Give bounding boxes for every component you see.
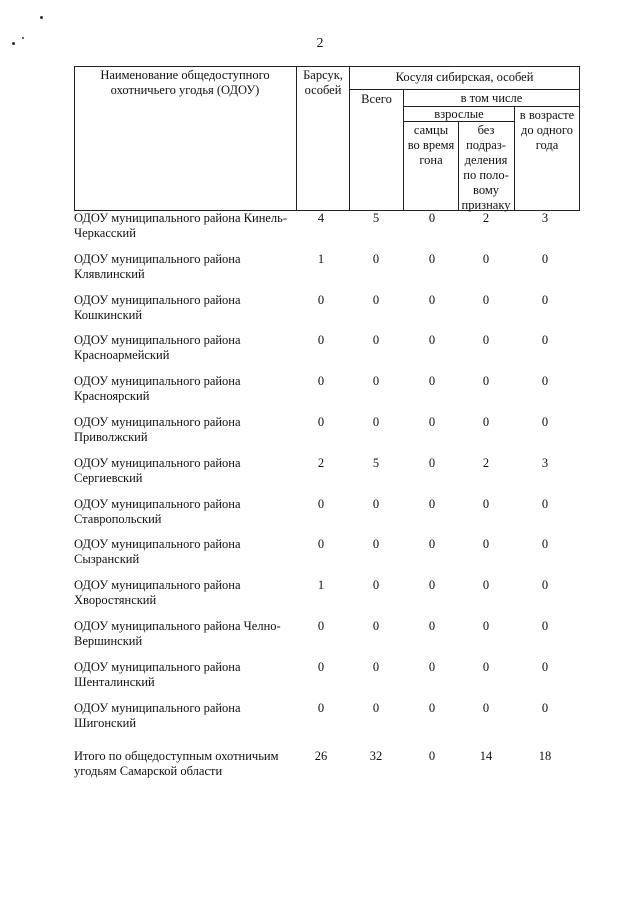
header-ground-name: Наименование общедоступного охотничьего угодья (ОДОУ) (100, 68, 270, 97)
males-rut-cell: 0 (428, 414, 436, 429)
badger-cell: 0 (317, 496, 325, 511)
roe-total-cell: 0 (372, 333, 380, 348)
header-males-rut: самцы во время гона (407, 123, 455, 167)
under-one-year-cell: 0 (541, 374, 549, 389)
under-one-year-cell: 0 (541, 251, 549, 266)
no-sex-division-cell: 0 (482, 251, 490, 266)
roe-grand-total-cell: 32 (369, 749, 383, 764)
under-one-year-cell: 0 (541, 700, 549, 715)
total-label-cell: Итого по общедоступным охотничьим угодьям Самарской области (74, 749, 279, 779)
badger-cell: 4 (317, 211, 325, 225)
ground-name-cell: ОДОУ муниципального района Сызранский (74, 537, 241, 567)
header-no-sex-division: без подраз-деления по поло-вому признаку (461, 123, 511, 212)
table-row (74, 537, 574, 578)
no-sex-division-cell: 0 (482, 578, 490, 593)
header-roe-deer: Косуля сибирская, особей (395, 70, 534, 84)
under-one-year-total-cell: 18 (538, 749, 552, 764)
ground-name-cell: ОДОУ муниципального района Красноармейский (74, 333, 241, 363)
roe-total-cell: 0 (372, 578, 380, 593)
header-badger: Барсук, особей (303, 68, 343, 97)
roe-total-cell: 0 (372, 659, 380, 674)
table-row (74, 660, 574, 701)
males-rut-cell: 0 (428, 292, 436, 307)
under-one-year-cell: 0 (541, 292, 549, 307)
no-sex-division-cell: 0 (482, 618, 490, 633)
ground-name-cell: ОДОУ муниципального района Челно-Вершинский (74, 618, 281, 648)
ground-name-cell: ОДОУ муниципального района Кошкинский (74, 292, 241, 322)
table-row (74, 333, 574, 374)
males-rut-total-cell: 0 (428, 749, 436, 764)
table-row (74, 619, 574, 660)
no-sex-division-cell: 0 (482, 700, 490, 715)
males-rut-cell: 0 (428, 251, 436, 266)
under-one-year-cell: 0 (541, 414, 549, 429)
table-row (74, 211, 574, 252)
badger-cell: 0 (317, 292, 325, 307)
badger-cell: 0 (317, 537, 325, 552)
roe-total-cell: 0 (372, 496, 380, 511)
badger-cell: 0 (317, 700, 325, 715)
males-rut-cell: 0 (428, 578, 436, 593)
males-rut-cell: 0 (428, 211, 436, 225)
ground-name-cell: ОДОУ муниципального района Шенталинский (74, 659, 241, 689)
under-one-year-cell: 0 (541, 496, 549, 511)
ground-name-cell: ОДОУ муниципального района Приволжский (74, 414, 241, 444)
badger-cell: 0 (317, 618, 325, 633)
header-right-border (579, 66, 580, 211)
header-including: в том числе (460, 91, 523, 105)
no-sex-division-cell: 0 (482, 292, 490, 307)
males-rut-cell: 0 (428, 333, 436, 348)
header-divider (458, 121, 459, 211)
males-rut-cell: 0 (428, 700, 436, 715)
under-one-year-cell: 0 (541, 333, 549, 348)
no-sex-division-cell: 0 (482, 496, 490, 511)
ground-name-cell: ОДОУ муниципального района Шигонский (74, 700, 241, 730)
ground-name-cell: ОДОУ муниципального района Кинель-Черкасский (74, 211, 288, 240)
table-row (74, 374, 574, 415)
no-sex-division-cell: 2 (482, 455, 490, 470)
ground-name-cell: ОДОУ муниципального района Сергиевский (74, 455, 241, 485)
badger-cell: 0 (317, 333, 325, 348)
page-number: 2 (316, 36, 324, 51)
table-row (74, 415, 574, 456)
ground-name-cell: ОДОУ муниципального района Ставропольский (74, 496, 241, 526)
roe-total-cell: 0 (372, 700, 380, 715)
males-rut-cell: 0 (428, 455, 436, 470)
under-one-year-cell: 0 (541, 537, 549, 552)
roe-total-cell: 0 (372, 414, 380, 429)
no-sex-division-total-cell: 14 (479, 749, 493, 764)
table-row (74, 497, 574, 538)
table-row (74, 293, 574, 334)
under-one-year-cell: 0 (541, 618, 549, 633)
table-row (74, 578, 574, 619)
header-left-border (74, 66, 75, 211)
no-sex-division-cell: 0 (482, 414, 490, 429)
males-rut-cell: 0 (428, 374, 436, 389)
roe-total-cell: 0 (372, 537, 380, 552)
header-divider (349, 89, 580, 90)
under-one-year-cell: 3 (541, 211, 549, 225)
badger-cell: 1 (317, 251, 325, 266)
header-under-one-year: в возрасте до одного года (519, 108, 575, 152)
under-one-year-cell: 0 (541, 578, 549, 593)
under-one-year-cell: 0 (541, 659, 549, 674)
table-body (74, 211, 574, 790)
table-row (74, 701, 574, 742)
males-rut-cell: 0 (428, 537, 436, 552)
roe-total-cell: 0 (372, 251, 380, 266)
under-one-year-cell: 3 (541, 455, 549, 470)
table-row (74, 456, 574, 497)
badger-cell: 0 (317, 659, 325, 674)
badger-cell: 0 (317, 374, 325, 389)
table-row (74, 252, 574, 293)
no-sex-division-cell: 0 (482, 659, 490, 674)
header-divider (349, 66, 350, 211)
males-rut-cell: 0 (428, 659, 436, 674)
no-sex-division-cell: 0 (482, 537, 490, 552)
roe-total-cell: 0 (372, 292, 380, 307)
males-rut-cell: 0 (428, 618, 436, 633)
roe-total-cell: 5 (372, 211, 380, 225)
badger-total-cell: 26 (314, 749, 328, 764)
ground-name-cell: ОДОУ муниципального района Хворостянский (74, 578, 241, 608)
no-sex-division-cell: 0 (482, 333, 490, 348)
scan-speck (40, 16, 43, 19)
header-adults: взрослые (434, 107, 484, 121)
no-sex-division-cell: 0 (482, 374, 490, 389)
badger-cell: 2 (317, 455, 325, 470)
header-total: Всего (361, 92, 392, 106)
table-total-row (74, 749, 574, 790)
badger-cell: 1 (317, 578, 325, 593)
no-sex-division-cell: 2 (482, 211, 490, 225)
roe-total-cell: 0 (372, 618, 380, 633)
header-top-border (74, 66, 580, 67)
roe-total-cell: 5 (372, 455, 380, 470)
ground-name-cell: ОДОУ муниципального района Красноярский (74, 374, 241, 404)
ground-name-cell: ОДОУ муниципального района Клявлинский (74, 251, 241, 281)
males-rut-cell: 0 (428, 496, 436, 511)
roe-total-cell: 0 (372, 374, 380, 389)
badger-cell: 0 (317, 414, 325, 429)
